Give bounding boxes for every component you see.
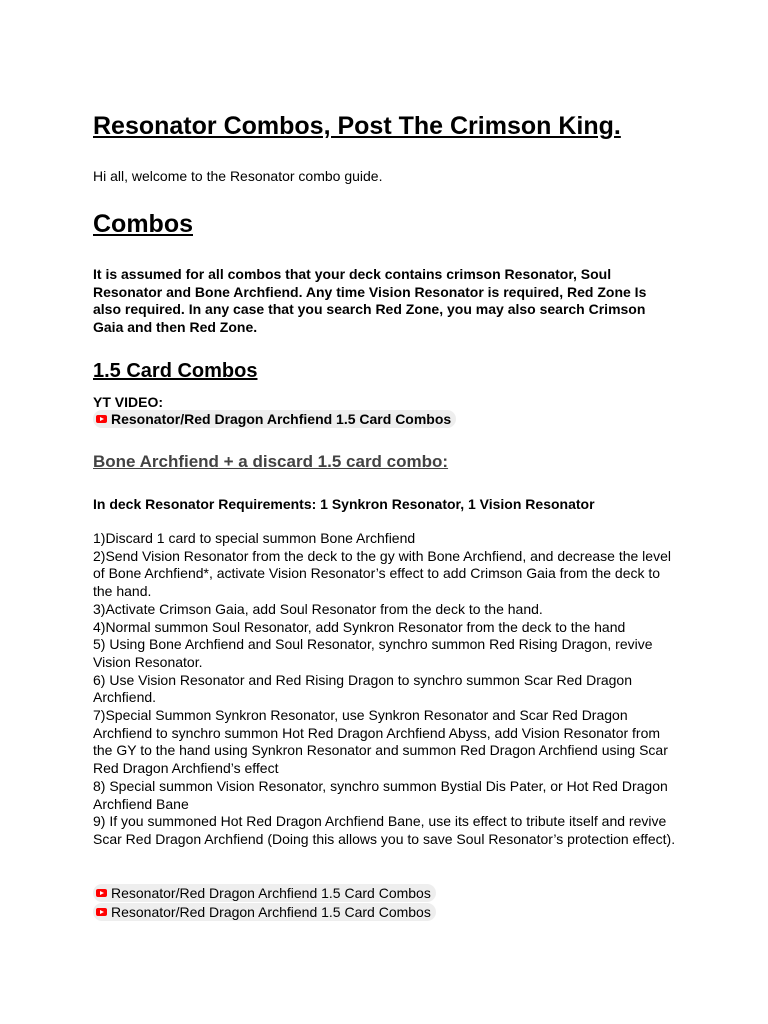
video-link-label: Resonator/Red Dragon Archfiend 1.5 Card Combos	[111, 885, 431, 901]
step-item: 5) Using Bone Archfiend and Soul Resonator, synchro summon Red Rising Dragon, revive Vision Resonator.	[93, 636, 653, 670]
sub-heading: Bone Archfiend + a discard 1.5 card combo:	[93, 452, 449, 471]
step-item: 3)Activate Crimson Gaia, add Soul Resonator from the deck to the hand.	[93, 600, 543, 617]
video-link-chip[interactable]	[93, 410, 456, 428]
requirements-text: In deck Resonator Requirements: 1 Synkron Resonator, 1 Vision Resonator	[93, 496, 595, 512]
intro-text: Hi all, welcome to the Resonator combo guide.	[93, 168, 383, 184]
youtube-icon	[96, 415, 107, 423]
step-item: 9) If you summoned Hot Red Dragon Archfiend Bane, use its effect to tribute itself and revive Scar Red Dragon Archfiend (Doing this allows you to save Soul Resonator’s protection effect).	[93, 813, 676, 847]
video-link-chip[interactable]	[93, 884, 436, 902]
youtube-icon	[96, 889, 107, 897]
section-heading: 1.5 Card Combos	[93, 360, 258, 382]
step-item: 1)Discard 1 card to special summon Bone Archfiend	[93, 530, 416, 546]
yt-video-label: YT VIDEO:	[93, 394, 164, 410]
youtube-icon	[96, 908, 107, 916]
combos-heading: Combos	[93, 210, 193, 238]
assumption-text: It is assumed for all combos that your deck contains crimson Resonator, Soul Resonator and Bone Archfiend. Any time Vision Resonator is required, Red Zone Is also required. In any case that you search Red Zone, you may also search Crimson Gaia and then Red Zone.	[93, 266, 647, 336]
video-link-label: Resonator/Red Dragon Archfiend 1.5 Card Combos	[111, 411, 452, 427]
step-item: 2)Send Vision Resonator from the deck to the gy with Bone Archfiend, and decrease the level of Bone Archfiend*, activate Vision Resonator’s effect to add Crimson Gaia from the deck to the hand.	[93, 547, 671, 600]
step-item: 4)Normal summon Soul Resonator, add Synkron Resonator from the deck to the hand	[93, 618, 626, 635]
step-item: 8) Special summon Vision Resonator, synchro summon Bystial Dis Pater, or Hot Red Dragon Archfiend Bane	[93, 777, 668, 812]
step-item: 7)Special Summon Synkron Resonator, use Synkron Resonator and Scar Red Dragon Archfiend to synchro summon Hot Red Dragon Archfiend Abyss, add Vision Resonator from the GY to the hand using Synkron Resonator and summon Red Dragon Archfiend using Scar Red Dragon Archfiend’s effect	[93, 707, 668, 777]
doc-title: Resonator Combos, Post The Crimson King.	[93, 112, 621, 140]
step-item: 6) Use Vision Resonator and Red Rising Dragon to synchro summon Scar Red Dragon Archfiend.	[93, 671, 633, 706]
video-link-label: Resonator/Red Dragon Archfiend 1.5 Card Combos	[111, 904, 431, 920]
video-link-chip[interactable]	[93, 903, 436, 921]
steps-list	[93, 530, 683, 849]
